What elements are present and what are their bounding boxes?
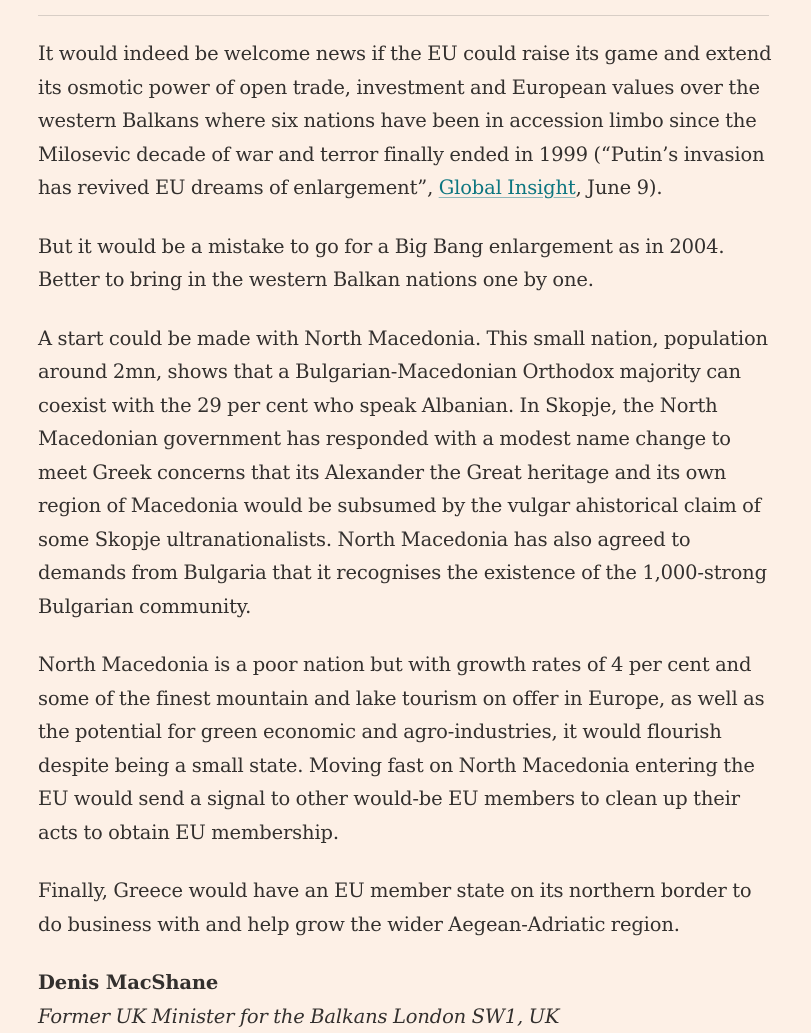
paragraph-4: North Macedonia is a poor nation but with growth rates of 4 per cent and some of the finest mountain and lake tourism on offer in Europe, as well as the potential for green economic and agro-industries, it would flourish despite being a small state. Moving fast on North Macedonia entering the EU would send a signal to other would-be EU members to clean up their acts to obtain EU membership.	[38, 648, 773, 849]
global-insight-link[interactable]: Global Insight	[439, 176, 576, 199]
paragraph-5: Finally, Greece would have an EU member state on its northern border to do business with and help grow the wider Aegean-Adriatic region.	[38, 874, 773, 941]
paragraph-2: But it would be a mistake to go for a Big Bang enlargement as in 2004. Better to bring in the western Balkan nations one by one.	[38, 230, 773, 297]
author-name: Denis MacShane	[38, 966, 773, 1000]
paragraph-1-text-after: , June 9).	[576, 176, 663, 199]
paragraph-1	[38, 37, 773, 205]
top-divider	[38, 15, 769, 16]
author-title: Former UK Minister for the Balkans London SW1, UK	[38, 1000, 773, 1033]
paragraph-3: A start could be made with North Macedonia. This small nation, population around 2mn, shows that a Bulgarian-Macedonian Orthodox majority can coexist with the 29 per cent who speak Albanian. In Skopje, the North Macedonian government has responded with a modest name change to meet Greek concerns that its Alexander the Great heritage and its own region of Macedonia would be subsumed by the vulgar ahistorical claim of some Skopje ultranationalists. North Macedonia has also agreed to demands from Bulgaria that it recognises the existence of the 1,000-strong Bulgarian community.	[38, 322, 773, 624]
paragraph-1-text-before: It would indeed be welcome news if the EU could raise its game and extend its osmotic power of open trade, investment and European values over the western Balkans where six nations have been in accession limbo since the Milosevic decade of war and terror finally ended in 1999 (“Putin’s invasion has revived EU dreams of enlargement”,	[38, 42, 771, 199]
letter-article	[38, 37, 773, 1033]
